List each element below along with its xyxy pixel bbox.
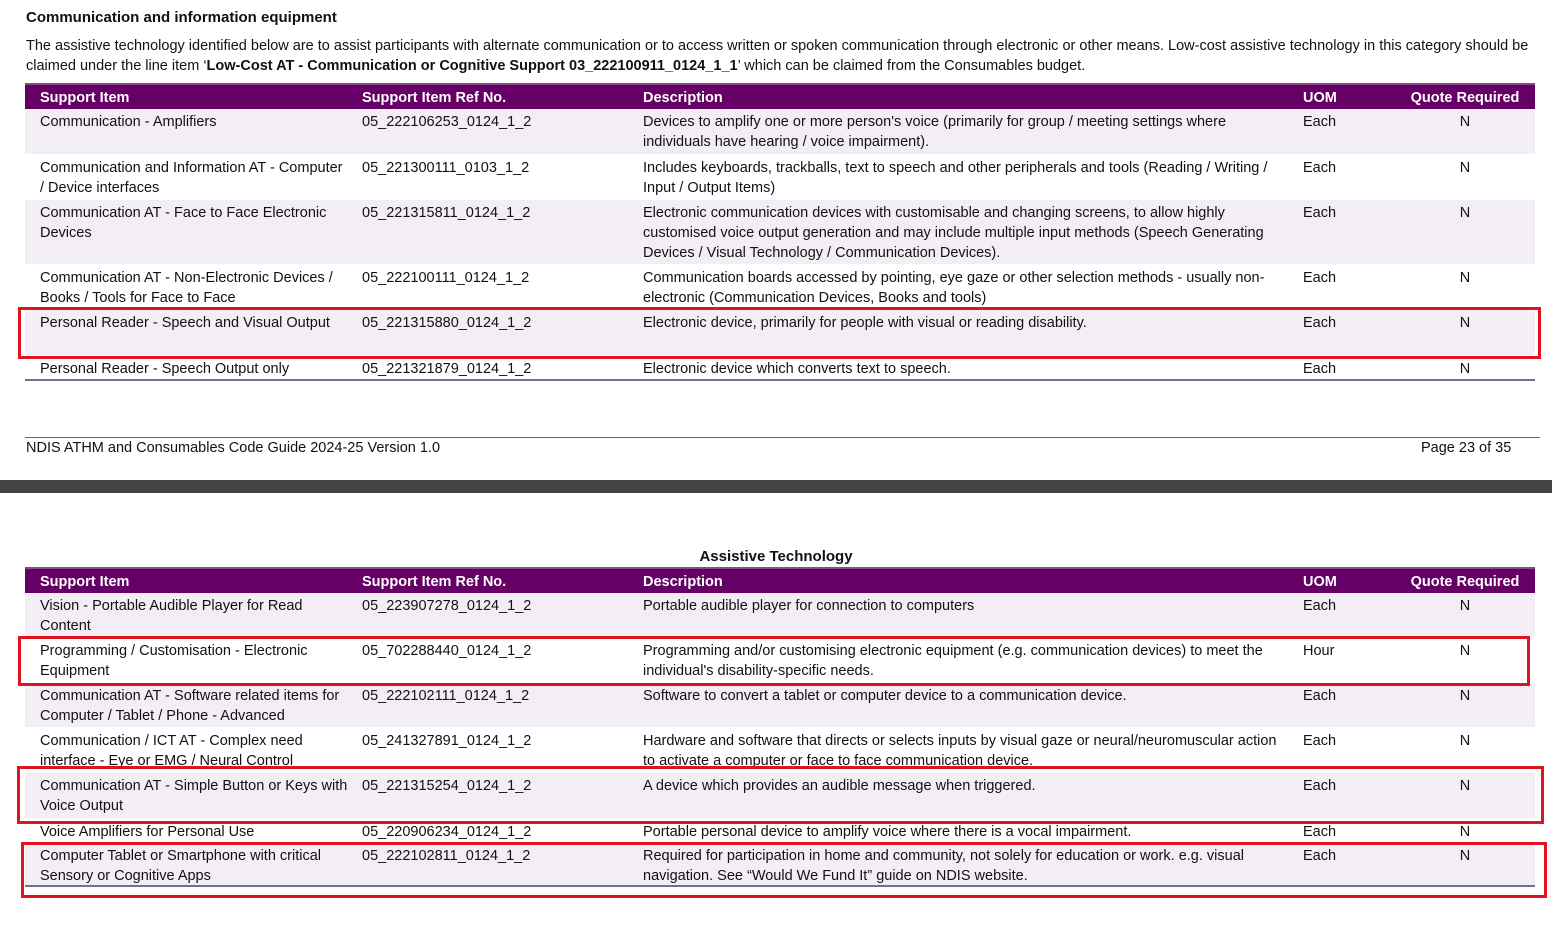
cell-support-item: Communication AT - Non-Electronic Devices / Books / Tools for Face to Face (40, 270, 333, 306)
footer-page-number: Page 23 of 35 (1421, 440, 1512, 456)
cell-description: Electronic device, primarily for people with visual or reading disability. (643, 315, 1087, 331)
cell-quote-required: N (1459, 160, 1471, 176)
cell-uom: Each (1303, 315, 1337, 331)
cell-description: Electronic communication devices with customisable and changing screens, to allow highly customised voice output generation and may include multiple input methods (Speech Generating Devices / Visual Technology / Communication Devices). (643, 205, 1264, 261)
header-quote-required: Quote Required (1410, 90, 1520, 106)
cell-support-item: Communication - Amplifiers (40, 114, 217, 130)
cell-quote-required: N (1459, 733, 1471, 749)
header-support-item: Support Item (40, 90, 130, 106)
cell-uom: Each (1303, 205, 1337, 221)
cell-ref-no: 05_221321879_0124_1_2 (362, 361, 532, 377)
table-row (25, 200, 1535, 265)
cell-description: Portable personal device to amplify voice where there is a vocal impairment. (643, 824, 1132, 840)
cell-uom: Each (1303, 688, 1337, 704)
cell-support-item: Communication / ICT AT - Complex need interface - Eye or EMG / Neural Control (40, 733, 303, 769)
cell-description: Includes keyboards, trackballs, text to speech and other peripherals and tools (Reading / Writing / Input / Output Items) (643, 160, 1268, 196)
header-description: Description (643, 90, 723, 106)
cell-quote-required: N (1459, 778, 1471, 794)
header-ref-no: Support Item Ref No. (362, 90, 507, 106)
cell-ref-no: 05_220906234_0124_1_2 (362, 824, 532, 840)
cell-support-item: Voice Amplifiers for Personal Use (40, 824, 255, 840)
cell-support-item: Personal Reader - Speech Output only (40, 361, 290, 377)
table-row (25, 819, 1535, 843)
header-quote-required: Quote Required (1410, 574, 1520, 590)
cell-support-item: Programming / Customisation - Electronic Equipment (40, 643, 308, 679)
table-row (25, 773, 1535, 819)
cell-uom: Hour (1303, 643, 1335, 659)
cell-quote-required: N (1459, 688, 1471, 704)
cell-quote-required: N (1459, 361, 1471, 377)
cell-description: Electronic device which converts text to speech. (643, 361, 951, 377)
cell-uom: Each (1303, 848, 1337, 864)
cell-description: Portable audible player for connection to computers (643, 598, 975, 614)
table-bottom-rule (25, 379, 1535, 381)
header-ref-no: Support Item Ref No. (362, 574, 507, 590)
table-title: Assistive Technology (699, 548, 853, 565)
table-row (25, 265, 1535, 310)
footer-rule (25, 437, 1540, 438)
cell-support-item: Personal Reader - Speech and Visual Output (40, 315, 330, 331)
cell-uom: Each (1303, 733, 1337, 749)
cell-quote-required: N (1459, 848, 1471, 864)
cell-uom: Each (1303, 598, 1337, 614)
cell-quote-required: N (1459, 114, 1471, 130)
cell-uom: Each (1303, 160, 1337, 176)
section-title: Communication and information equipment (26, 9, 337, 26)
cell-description: Hardware and software that directs or selects inputs by visual gaze or neural/neuromuscular action to activate a computer or face to face communication device. (643, 733, 1277, 769)
cell-description: Devices to amplify one or more person's voice (primarily for group / meeting settings where individuals have hearing / voice impairment). (643, 114, 1227, 150)
cell-quote-required: N (1459, 315, 1471, 331)
cell-ref-no: 05_702288440_0124_1_2 (362, 643, 532, 659)
table-row (25, 843, 1535, 886)
cell-quote-required: N (1459, 824, 1471, 840)
table-row (25, 109, 1535, 155)
cell-quote-required: N (1459, 643, 1471, 659)
cell-quote-required: N (1459, 205, 1471, 221)
table-row (25, 638, 1535, 683)
intro-line-item: Low-Cost AT - Communication or Cognitive Support 03_222100911_0124_1_1 (206, 58, 738, 74)
header-description: Description (643, 574, 723, 590)
header-uom: UOM (1303, 90, 1337, 106)
cell-support-item: Communication and Information AT - Computer / Device interfaces (40, 160, 343, 196)
table-row (25, 728, 1535, 773)
table-row (25, 593, 1535, 638)
communication-equipment-table (25, 83, 1535, 383)
table-header (25, 567, 1535, 593)
cell-support-item: Communication AT - Simple Button or Keys with Voice Output (40, 778, 348, 814)
assistive-technology-table (25, 567, 1535, 887)
table-bottom-rule (25, 885, 1535, 887)
cell-description: Software to convert a tablet or computer device to a communication device. (643, 688, 1127, 704)
intro-text-start: The assistive technology identified below are to assist participants with alternate communication or to access written or spoken communication through electronic or other means. Low-cost assistive technology in this category should be claimed under the line item ‘ (26, 38, 1529, 74)
intro-text-end: ’ which can be claimed from the Consumables budget. (737, 58, 1086, 74)
cell-uom: Each (1303, 114, 1337, 130)
cell-uom: Each (1303, 361, 1337, 377)
table-header (25, 83, 1535, 109)
intro-paragraph (26, 36, 1531, 76)
document-page-24 (0, 493, 1552, 925)
cell-ref-no: 05_222102811_0124_1_2 (362, 848, 531, 864)
cell-support-item: Communication AT - Face to Face Electronic Devices (40, 205, 327, 241)
cell-ref-no: 05_221315811_0124_1_2 (362, 205, 531, 221)
footer-document-title: NDIS ATHM and Consumables Code Guide 2024-25 Version 1.0 (26, 440, 441, 456)
table-row (25, 155, 1535, 200)
cell-support-item: Computer Tablet or Smartphone with critical Sensory or Cognitive Apps (40, 848, 321, 884)
table-row (25, 683, 1535, 728)
page-separator (0, 480, 1552, 493)
cell-ref-no: 05_222100111_0124_1_2 (362, 270, 530, 286)
cell-quote-required: N (1459, 270, 1471, 286)
cell-ref-no: 05_221315254_0124_1_2 (362, 778, 532, 794)
header-uom: UOM (1303, 574, 1337, 590)
cell-uom: Each (1303, 778, 1337, 794)
table-row (25, 310, 1535, 356)
cell-ref-no: 05_221300111_0103_1_2 (362, 160, 530, 176)
cell-ref-no: 05_223907278_0124_1_2 (362, 598, 532, 614)
cell-support-item: Communication AT - Software related items for Computer / Tablet / Phone - Advanced (40, 688, 340, 724)
cell-description: A device which provides an audible message when triggered. (643, 778, 1036, 794)
table-row (25, 356, 1535, 380)
cell-ref-no: 05_241327891_0124_1_2 (362, 733, 532, 749)
cell-support-item: Vision - Portable Audible Player for Read Content (40, 598, 303, 634)
cell-quote-required: N (1459, 598, 1471, 614)
cell-uom: Each (1303, 270, 1337, 286)
cell-ref-no: 05_222102111_0124_1_2 (362, 688, 530, 704)
cell-ref-no: 05_222106253_0124_1_2 (362, 114, 532, 130)
cell-description: Communication boards accessed by pointing, eye gaze or other selection methods - usually non-electronic (Communication Devices, Books and tools) (643, 270, 1265, 306)
cell-description: Programming and/or customising electronic equipment (e.g. communication devices) to meet the individual's disability-specific needs. (643, 643, 1263, 679)
cell-uom: Each (1303, 824, 1337, 840)
header-support-item: Support Item (40, 574, 130, 590)
cell-description: Required for participation in home and community, not solely for education or work. e.g. visual navigation. See “Would We Fund It” guide on NDIS website. (643, 848, 1244, 884)
cell-ref-no: 05_221315880_0124_1_2 (362, 315, 532, 331)
